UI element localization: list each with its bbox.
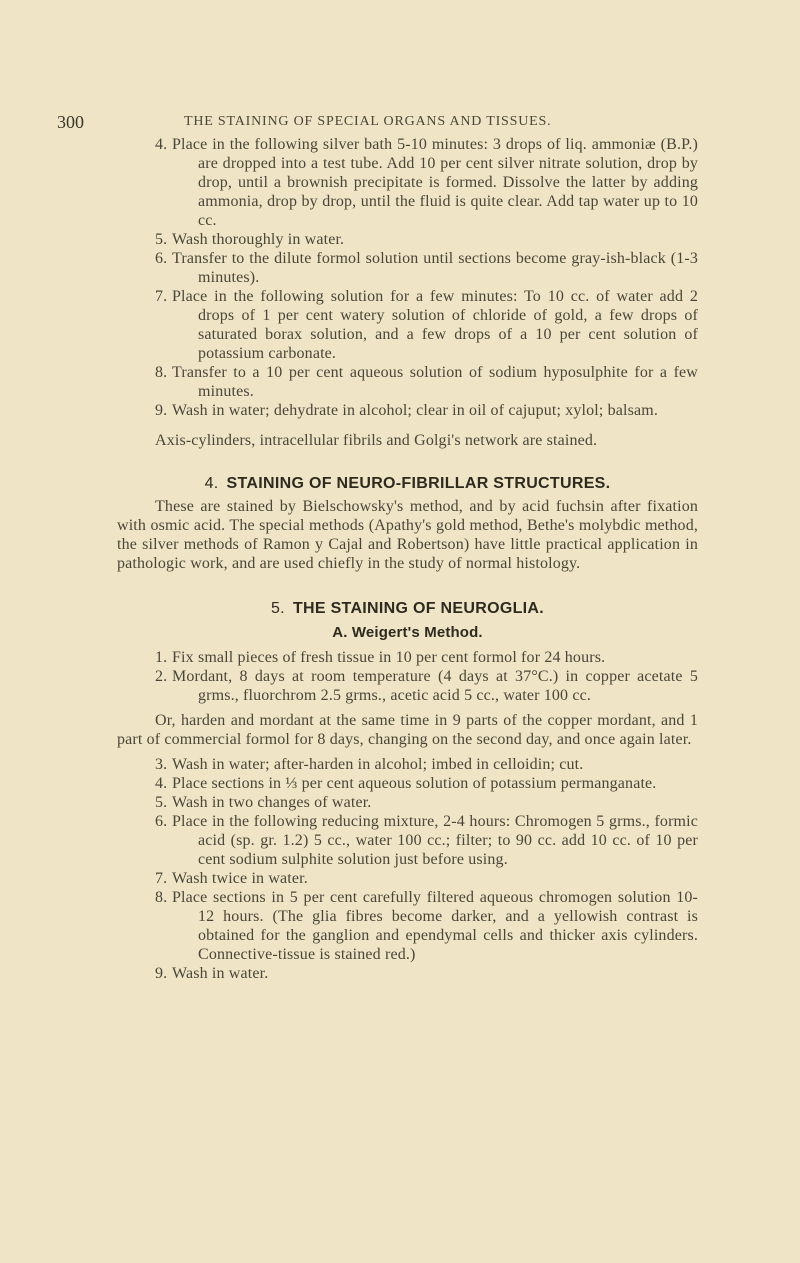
steps-list-a bbox=[117, 135, 698, 420]
item-number: 2. bbox=[155, 668, 168, 685]
item-number: 9. bbox=[155, 965, 168, 982]
section-title: THE STAINING OF NEUROGLIA. bbox=[292, 600, 544, 617]
item-number: 5. bbox=[155, 794, 168, 811]
list-item bbox=[117, 401, 698, 420]
list-item bbox=[117, 812, 698, 869]
list-item bbox=[117, 774, 698, 793]
section-heading-4 bbox=[117, 474, 698, 493]
alternative-paragraph: Or, harden and mordant at the same time in 9 parts of the copper mordant, and 1 part of commercial formol for 8 days, changing on the second day, and once again later. bbox=[117, 712, 698, 748]
page-number: 300 bbox=[57, 112, 84, 132]
item-text: Wash in water; after-harden in alcohol; imbed in celloidin; cut. bbox=[172, 756, 584, 773]
result-note: Axis-cylinders, intracellular fibrils and Golgi's network are stained. bbox=[155, 432, 598, 449]
item-number: 6. bbox=[155, 813, 168, 830]
list-item bbox=[117, 755, 698, 774]
item-text: Wash twice in water. bbox=[172, 870, 308, 887]
list-item bbox=[117, 667, 698, 705]
item-text: Place in the following silver bath 5-10 minutes: 3 drops of liq. ammoniæ (B.P.) are dropped into a test tube. Add 10 per cent silver nitrate solution, drop by drop, until a brownish precipitate is formed. Dissolve the latter by adding ammonia, drop by drop, until the fluid is quite clear. Add tap water up to 10 cc. bbox=[172, 136, 698, 229]
section-4-paragraph: These are stained by Bielschowsky's method, and by acid fuchsin after fixation with osmic acid. The special methods (Apathy's gold method, Bethe's molybdic method, the silver methods of Ramon y Cajal and Robertson) have little practical application in pathologic work, and are used chiefly in the study of normal histology. bbox=[117, 498, 698, 572]
item-text: Mordant, 8 days at room temperature (4 days at 37°C.) in copper acetate 5 grms., fluorchrom 2.5 grms., acetic acid 5 cc., water 100 cc. bbox=[172, 668, 698, 704]
steps-list-b bbox=[117, 648, 698, 705]
item-text: Place in the following reducing mixture, 2-4 hours: Chromogen 5 grms., formic acid (sp. gr. 1.2) 5 cc., water 100 cc.; filter; to 90 cc. add 10 cc. of 10 per cent sodium sulphite solution just before using. bbox=[172, 813, 698, 868]
subsection-heading: A. Weigert's Method. bbox=[332, 624, 483, 641]
list-item bbox=[117, 964, 698, 983]
item-text: Fix small pieces of fresh tissue in 10 per cent formol for 24 hours. bbox=[172, 649, 606, 666]
item-number: 8. bbox=[155, 889, 168, 906]
item-text: Wash in two changes of water. bbox=[172, 794, 372, 811]
item-number: 1. bbox=[155, 649, 168, 666]
item-text: Place in the following solution for a few minutes: To 10 cc. of water add 2 drops of 1 per cent watery solution of chloride of gold, a few drops of saturated borax solution, and a few drops of a 10 per cent solution of potassium carbonate. bbox=[172, 288, 698, 362]
item-number: 3. bbox=[155, 756, 168, 773]
section-number: 5. bbox=[270, 600, 285, 617]
item-number: 4. bbox=[155, 775, 168, 792]
item-number: 6. bbox=[155, 250, 168, 267]
list-item bbox=[117, 363, 698, 401]
section-title: STAINING OF NEURO-FIBRILLAR STRUCTURES. bbox=[226, 475, 611, 492]
item-number: 7. bbox=[155, 288, 168, 305]
page-header bbox=[57, 112, 717, 132]
item-text: Wash in water. bbox=[172, 965, 269, 982]
list-item bbox=[117, 287, 698, 363]
running-head: THE STAINING OF SPECIAL ORGANS AND TISSUES. bbox=[184, 114, 552, 129]
item-text: Transfer to a 10 per cent aqueous solution of sodium hyposulphite for a few minutes. bbox=[172, 364, 698, 400]
item-number: 9. bbox=[155, 402, 168, 419]
list-item bbox=[117, 249, 698, 287]
section-number: 4. bbox=[204, 475, 219, 492]
list-item bbox=[117, 869, 698, 888]
page-body bbox=[117, 135, 698, 983]
list-item bbox=[117, 135, 698, 230]
item-number: 5. bbox=[155, 231, 168, 248]
list-item bbox=[117, 230, 698, 249]
item-text: Wash thoroughly in water. bbox=[172, 231, 345, 248]
item-number: 4. bbox=[155, 136, 168, 153]
item-text: Transfer to the dilute formol solution until sections become gray-ish-black (1-3 minutes). bbox=[172, 250, 698, 286]
list-item bbox=[117, 648, 698, 667]
steps-list-c bbox=[117, 755, 698, 983]
section-heading-5 bbox=[117, 599, 698, 618]
item-text: Place sections in 5 per cent carefully filtered aqueous chromogen solution 10-12 hours. (The glia fibres become darker, and a yellowish contrast is obtained for the ganglion and ependymal cells and thicker axis cylinders. Connective-tissue is stained red.) bbox=[172, 889, 698, 963]
list-item bbox=[117, 888, 698, 964]
list-item bbox=[117, 793, 698, 812]
item-number: 8. bbox=[155, 364, 168, 381]
item-text: Wash in water; dehydrate in alcohol; clear in oil of cajuput; xylol; balsam. bbox=[172, 402, 658, 419]
item-number: 7. bbox=[155, 870, 168, 887]
item-text: Place sections in ⅓ per cent aqueous solution of potassium permanganate. bbox=[172, 775, 657, 792]
